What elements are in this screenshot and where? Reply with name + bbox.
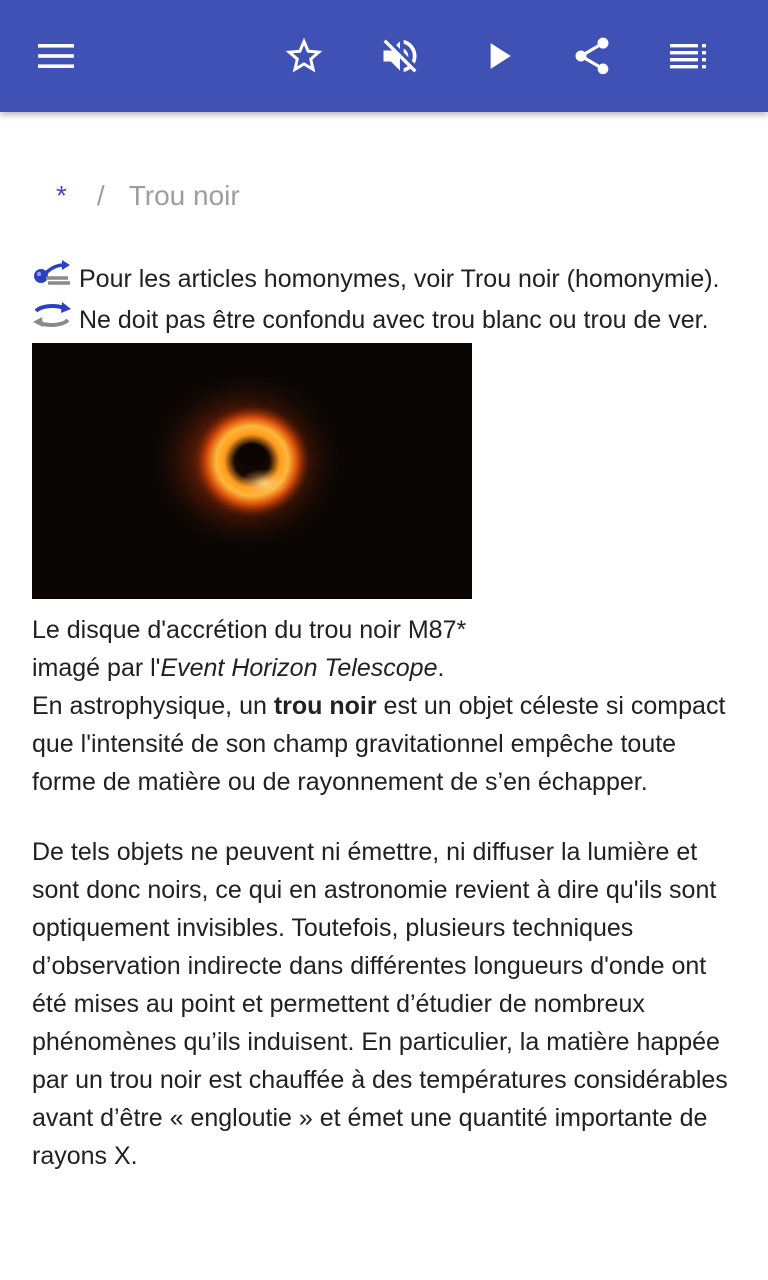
star-outline-icon [282,34,326,78]
hatnote-homonymes [32,259,740,300]
mute-button[interactable] [372,28,428,84]
confusion-arrows-icon [32,300,72,341]
paragraph-intro [32,687,740,801]
play-icon [476,34,520,78]
share-button[interactable] [564,28,620,84]
volume-off-icon [378,34,422,78]
app-toolbar [0,0,768,112]
play-button[interactable] [470,28,526,84]
share-icon [570,34,614,78]
breadcrumb-separator: / [96,180,105,211]
paragraph-intro-end: est un objet céleste si compact que l'intensité de son champ gravitationnel empêche toute forme de matière ou de rayonnement de s’en échapper. [32,692,726,796]
figure-caption [32,611,472,687]
disambiguation-arrow-icon [32,259,72,300]
article-content [32,259,740,1175]
menu-button[interactable] [28,28,84,84]
hatnote-confusion-text: Ne doit pas être confondu avec trou blanc ou trou de ver. [79,306,709,334]
paragraph-intro-bold: trou noir [273,692,377,720]
breadcrumb-current: Trou noir [128,180,240,211]
caption-text-end: . [437,654,445,682]
breadcrumb-root-link[interactable]: * [56,180,67,211]
caption-text-start: Le disque d'accrétion du trou noir M87* imagé par l' [32,616,467,682]
m87-black-hole-image[interactable] [32,343,472,599]
paragraph-observation: De tels objets ne peuvent ni émettre, ni diffuser la lumière et sont donc noirs, ce qui en astronomie revient à dire qu'ils sont optiquement invisibles. Toutefois, plusieurs techniques d’observation indirecte dans différentes longueurs d'onde ont été mises au point et permettent d’étudier de nombreux phénomènes qu’ils induisent. En particulier, la matière happée par un trou noir est chauffée à des températures considérables avant d’être « engloutie » et émet une quantité importante de rayons X. [32,838,728,1170]
toc-list-icon [668,42,708,70]
breadcrumb [56,180,240,212]
caption-telescope-link[interactable]: Event Horizon Telescope [160,654,438,682]
article-figure [32,343,472,687]
hamburger-menu-icon [36,42,76,70]
hatnote-homonymes-text: Pour les articles homonymes, voir Trou noir (homonymie). [79,265,720,293]
bookmark-button[interactable] [276,28,332,84]
hatnote-confusion [32,300,740,341]
paragraph-intro-start: En astrophysique, un [32,692,274,720]
table-of-contents-button[interactable] [660,28,716,84]
